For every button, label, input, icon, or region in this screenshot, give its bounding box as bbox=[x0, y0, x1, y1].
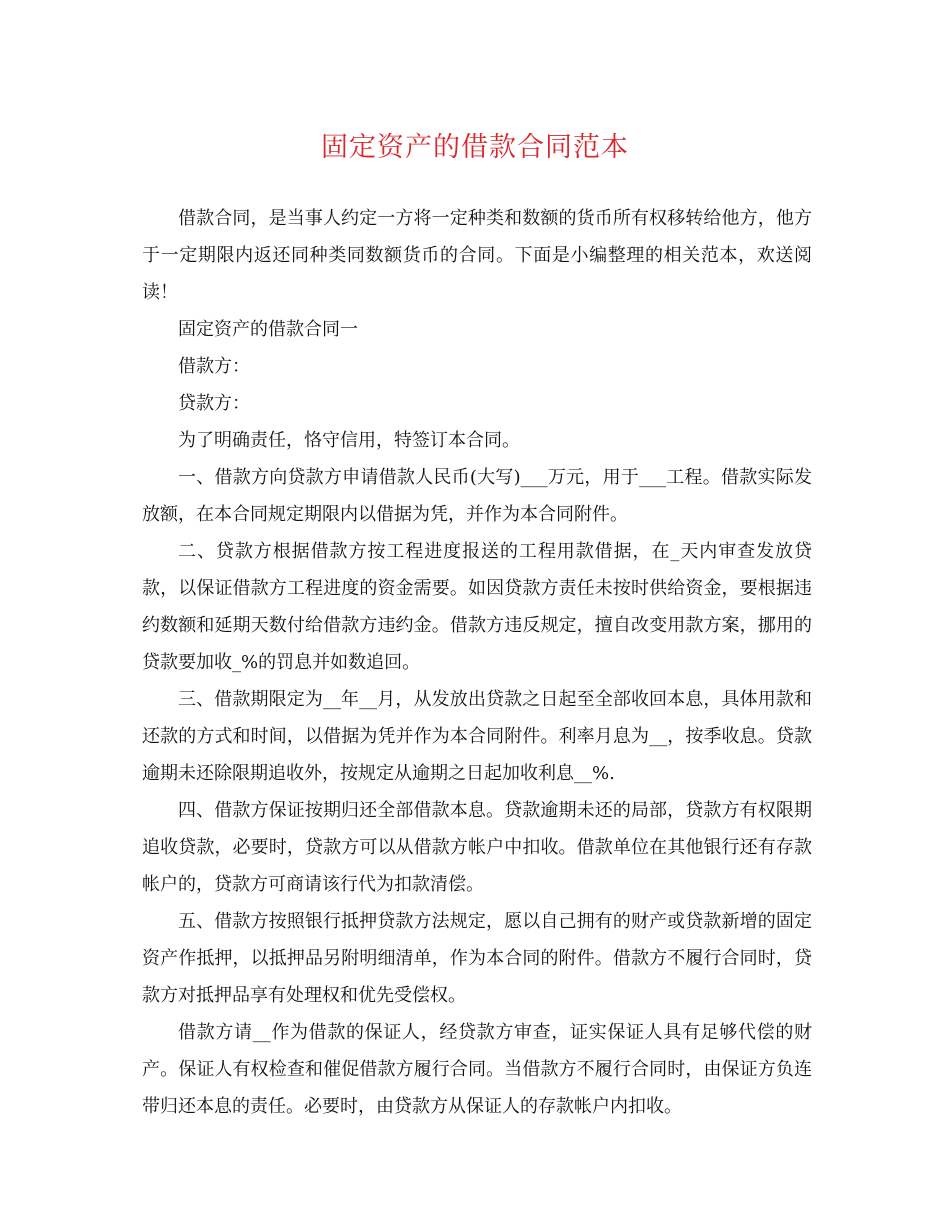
lender-line: 贷款方： bbox=[178, 393, 250, 414]
clause-4: 四、借款方保证按期归还全部借款本息。贷款逾期未还的局部，贷款方有权限期追收贷款，必要时，贷款方可以从借款方帐户中扣收。借款单位在其他银行还有存款帐户的，贷款方可商请该行代为扣款清偿。 bbox=[142, 800, 812, 895]
clause-2: 二、贷款方根据借款方按工程进度报送的工程用款借据，在_天内审查发放贷款，以保证借款方工程进度的资金需要。如因贷款方责任未按时供给资金，要根据违约数额和延期天数付给借款方违约金。借款方违反规定，擅自改变用款方案，挪用的贷款要加收_%的罚息并如数追回。 bbox=[142, 541, 812, 673]
document-body bbox=[142, 200, 812, 1125]
preamble-paragraph: 为了明确责任，恪守信用，特签订本合同。 bbox=[178, 430, 520, 451]
clause-1: 一、借款方向贷款方申请借款人民币(大写)___万元，用于___工程。借款实际发放额，在本合同规定期限内以借据为凭，并作为本合同附件。 bbox=[142, 467, 812, 525]
document-title: 固定资产的借款合同范本 bbox=[321, 132, 629, 163]
borrower-line: 借款方： bbox=[178, 356, 250, 377]
clause-3: 三、借款期限定为__年__月，从发放出贷款之日起至全部收回本息，具体用款和还款的方式和时间，以借据为凭并作为本合同附件。利率月息为__，按季收息。贷款逾期未还除限期追收外，按规定从逾期之日起加收利息__%. bbox=[142, 689, 812, 784]
intro-paragraph: 借款合同，是当事人约定一方将一定种类和数额的货币所有权移转给他方，他方于一定期限内返还同种类同数额货币的合同。下面是小编整理的相关范本，欢送阅读！ bbox=[142, 208, 812, 303]
contract-heading: 固定资产的借款合同一 bbox=[178, 319, 358, 340]
clause-5: 五、借款方按照银行抵押贷款方法规定，愿以自己拥有的财产或贷款新增的固定资产作抵押，以抵押品另附明细清单，作为本合同的附件。借款方不履行合同时，贷款方对抵押品享有处理权和优先受偿权。 bbox=[142, 911, 812, 1006]
guarantor-paragraph: 借款方请__作为借款的保证人，经贷款方审查，证实保证人具有足够代偿的财产。保证人有权检查和催促借款方履行合同。当借款方不履行合同时，由保证方负连带归还本息的责任。必要时，由贷款方从保证人的存款帐户内扣收。 bbox=[142, 1022, 812, 1117]
